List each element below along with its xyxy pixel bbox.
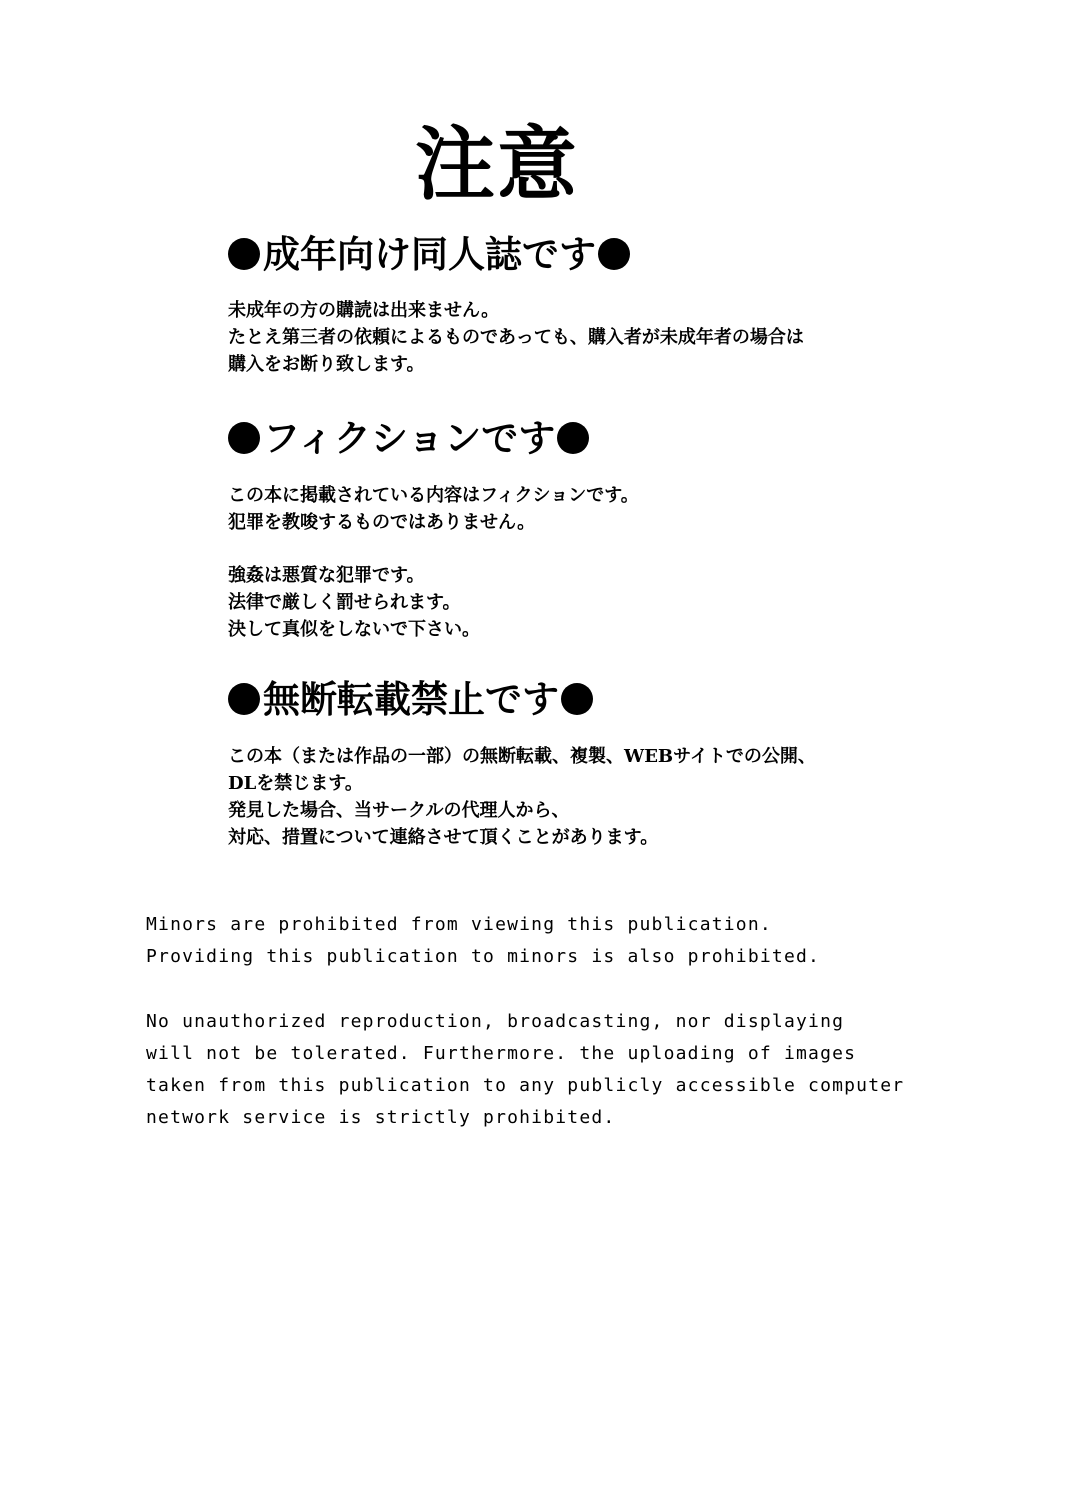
english-line: taken from this publication to any publicly accessible computer	[146, 1075, 905, 1096]
section-body-fiction-para2	[228, 562, 480, 643]
bullet-icon	[228, 422, 260, 454]
english-line: will not be tolerated. Furthermore. the uploading of images	[146, 1043, 857, 1064]
body-line: 決して真似をしないで下さい。	[228, 619, 480, 640]
english-line: Providing this publication to minors is also prohibited.	[146, 946, 821, 967]
body-line: 発見した場合、当サークルの代理人から、	[228, 800, 570, 821]
english-line: No unauthorized reproduction, broadcasting, nor displaying	[146, 1011, 845, 1032]
body-line: 対応、措置について連絡させて頂くことがあります。	[228, 827, 659, 848]
body-line: 強姦は悪質な犯罪です。	[228, 565, 425, 586]
english-notice-minors	[146, 909, 820, 973]
body-line: たとえ第三者の依頼によるものであっても、購入者が未成年者の場合は	[228, 327, 804, 348]
bullet-icon	[561, 683, 593, 715]
section-heading-text: 成年向け同人誌です	[263, 232, 596, 276]
body-line: この本に掲載されている内容はフィクションです。	[228, 485, 639, 506]
section-heading-no-reprint	[228, 677, 593, 721]
section-heading-text: 無断転載禁止です	[263, 677, 559, 721]
english-notice-reproduction	[146, 1006, 904, 1134]
english-line: network service is strictly prohibited.	[146, 1107, 616, 1128]
section-body-fiction-para1	[228, 482, 639, 536]
section-body-adult	[228, 297, 804, 378]
section-body-no-reprint	[228, 743, 816, 851]
body-line: 未成年の方の購読は出来ません。	[228, 300, 500, 321]
section-heading-fiction	[228, 416, 589, 460]
bullet-icon	[228, 683, 260, 715]
page-title: 注意	[415, 118, 579, 211]
body-line: 法律で厳しく罰せられます。	[228, 592, 461, 613]
english-line: Minors are prohibited from viewing this publication.	[146, 914, 772, 935]
bullet-icon	[557, 422, 589, 454]
section-heading-text: フィクションです	[263, 416, 556, 460]
body-line: 購入をお断り致します。	[228, 354, 425, 375]
bullet-icon	[228, 238, 260, 270]
body-line: この本（または作品の一部）の無断転載、複製、WEBサイトでの公開、	[228, 746, 816, 767]
section-heading-adult	[228, 232, 630, 276]
body-line: DLを禁じます。	[228, 773, 363, 794]
bullet-icon	[598, 238, 630, 270]
body-line: 犯罪を教唆するものではありません。	[228, 512, 536, 533]
